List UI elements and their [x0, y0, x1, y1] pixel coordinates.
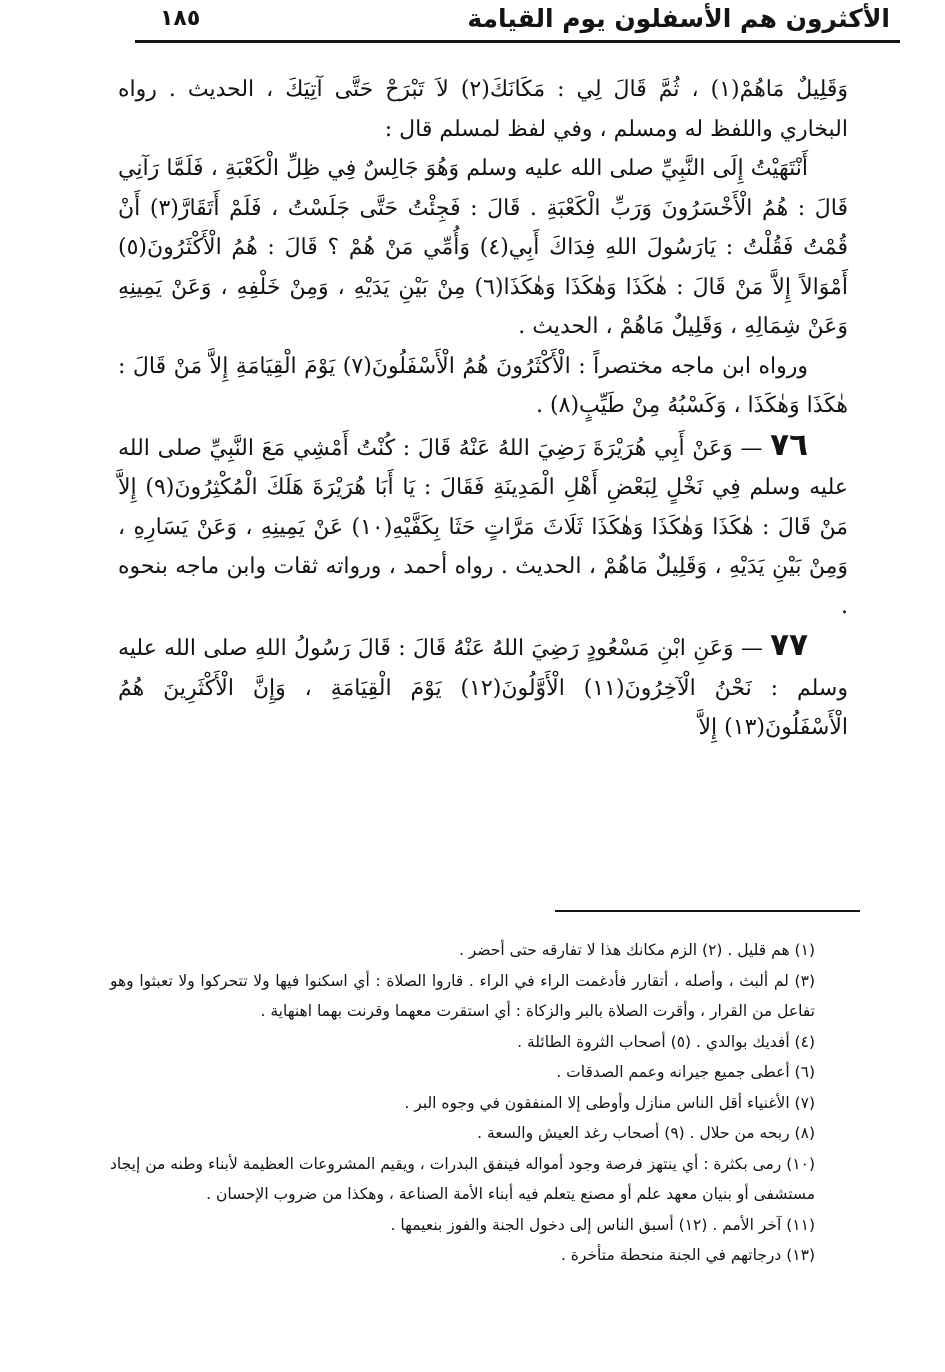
hadith-number: ٧٦ — [770, 426, 809, 463]
hadith-77 — [118, 626, 848, 748]
footnote: (٨) ربحه من حلال . (٩) أصحاب رغد العيش والسعة . — [477, 1124, 815, 1142]
footnote: (١٣) درجاتهم في الجنة منحطة متأخرة . — [560, 1246, 815, 1264]
header-rule — [135, 40, 900, 43]
page-header — [130, 0, 900, 42]
footnote: (٣) لم ألبث ، وأصله ، أتقارر فأدغمت الراء في الراء . قاروا الصلاة : أي اسكنوا فيها ولا تتحركوا ولا تعبثوا وهو تفاعل من القرار ، وأقرت الصلاة بالبر والزكاة : أي استقرت معهما وقرنت بهما اهنهاية . — [110, 971, 815, 1020]
hadith-76 — [118, 426, 848, 627]
footnote: (٦) أعطى جميع جيرانه وعمم الصدقات . — [556, 1063, 815, 1081]
running-title: الأكثرون هم الأسفلون يوم القيامة — [467, 4, 890, 33]
paragraph-2: أَنْتَهَيْتُ إِلَى النَّبِيِّ صلى الله عليه وسلم وَهُوَ جَالِسٌ فِي ظِلِّ الْكَعْبَةِ ، فَلَمَّا رَآنِي قَالَ : هُمُ الْأَخْسَرُونَ وَرَبِّ الْكَعْبَةِ . قَالَ : فَجِئْتُ حَتَّى جَلَسْتُ ، فَلَمْ أَتَقَارَّ(٣) أَنْ قُمْتُ فَقُلْتُ : يَارَسُولَ اللهِ فِدَاكَ أَبِي(٤) وَأُمِّي مَنْ هُمْ ؟ قَالَ : هُمُ الْأَكْثَرُونَ(٥) أَمْوَالاً إِلاَّ مَنْ قَالَ : هٰكَذَا وَهٰكَذَا وَهٰكَذَا(٦) مِنْ بَيْنِ يَدَيْهِ ، وَمِنْ خَلْفِهِ ، وَعَنْ يَمِينِهِ وَعَنْ شِمَالِهِ ، وَقَلِيلٌ مَاهُمْ ، الحديث . — [118, 156, 848, 339]
footnote: (١٠) رمى بكثرة : أي ينتهز فرصة وجود أمواله فينفق البدرات ، ويقيم المشروعات العظيمة لأبناء وطنه من إيجاد مستشفى أو بنيان معهد علم أو مصنع يتعلم فيه أبناء الأمة الصناعة ، وهكذا من ضروب الإحسان . — [110, 1154, 815, 1203]
footnote: (٧) الأغنياء أقل الناس منازل وأوطى إلا المنفقون في وجوه البر . — [404, 1093, 815, 1112]
paragraph-1: وَقَلِيلٌ مَاهُمْ(١) ، ثُمَّ قَالَ لِي : مَكَانَكَ(٢) لاَ تَبْرَحْ حَتَّى آتِيَكَ ، الحديث . رواه البخاري واللفظ له ومسلم ، وفي لفظ لمسلم قال : — [118, 77, 849, 142]
hadith-number: ٧٧ — [770, 627, 809, 663]
page-number: ١٨٥ — [160, 6, 201, 31]
hadith-text: — وَعَنْ أَبِي هُرَيْرَةَ رَضِيَ اللهُ عَنْهُ قَالَ : كُنْتُ أَمْشِي مَعَ النَّبِيِّ صلى الله عليه وسلم فِي نَخْلٍ لِبَعْضِ أَهْلِ الْمَدِينَةِ فَقَالَ : يَا أَبَا هُرَيْرَةَ هَلَكَ الْمُكْثِرُونَ(٩) إِلاَّ مَنْ قَالَ : هٰكَذَا وَهٰكَذَا وَهٰكَذَا ثَلَاثَ مَرَّاتٍ حَثَا بِكَفَّيْهِ(١٠) عَنْ يَمِينِهِ ، وَعَنْ يَسَارِهِ ، وَمِنْ بَيْنِ يَدَيْهِ ، وَقَلِيلٌ مَاهُمْ ، الحديث . رواه أحمد ، ورواته ثقات وابن ماجه بنحوه . — [118, 435, 848, 619]
hadith-text: — وَعَنِ ابْنِ مَسْعُودٍ رَضِيَ اللهُ عَنْهُ قَالَ : قَالَ رَسُولُ اللهِ صلى الله عليه وسلم : نَحْنُ الْآخِرُونَ(١١) الْأَوَّلُونَ(١٢) يَوْمَ الْقِيَامَةِ ، وَإِنَّ الْأَكْثَرِينَ هُمُ الْأَسْفَلُونَ(١٣) إِلاَّ — [118, 636, 848, 740]
main-text — [118, 70, 848, 748]
footnote: (١) هم قليل . (٢) الزم مكانك هذا لا تفارقه حتى أحضر . — [458, 941, 815, 959]
footnote: (٤) أفديك بوالدي . (٥) أصحاب الثروة الطائلة . — [517, 1032, 815, 1051]
footnote-separator — [555, 910, 860, 912]
paragraph-3: ورواه ابن ماجه مختصراً : الْأَكْثَرُونَ هُمُ الْأَسْفَلُونَ(٧) يَوْمَ الْقِيَامَةِ إِلاَّ مَنْ قَالَ : هٰكَذَا وَهٰكَذَا ، وَكَسْبُهُ مِنْ طَيِّبٍ(٨) . — [118, 353, 848, 418]
footnotes — [110, 935, 815, 1271]
footnote: (١١) آخر الأمم . (١٢) أسبق الناس إلى دخول الجنة والفوز بنعيمها . — [390, 1215, 815, 1234]
